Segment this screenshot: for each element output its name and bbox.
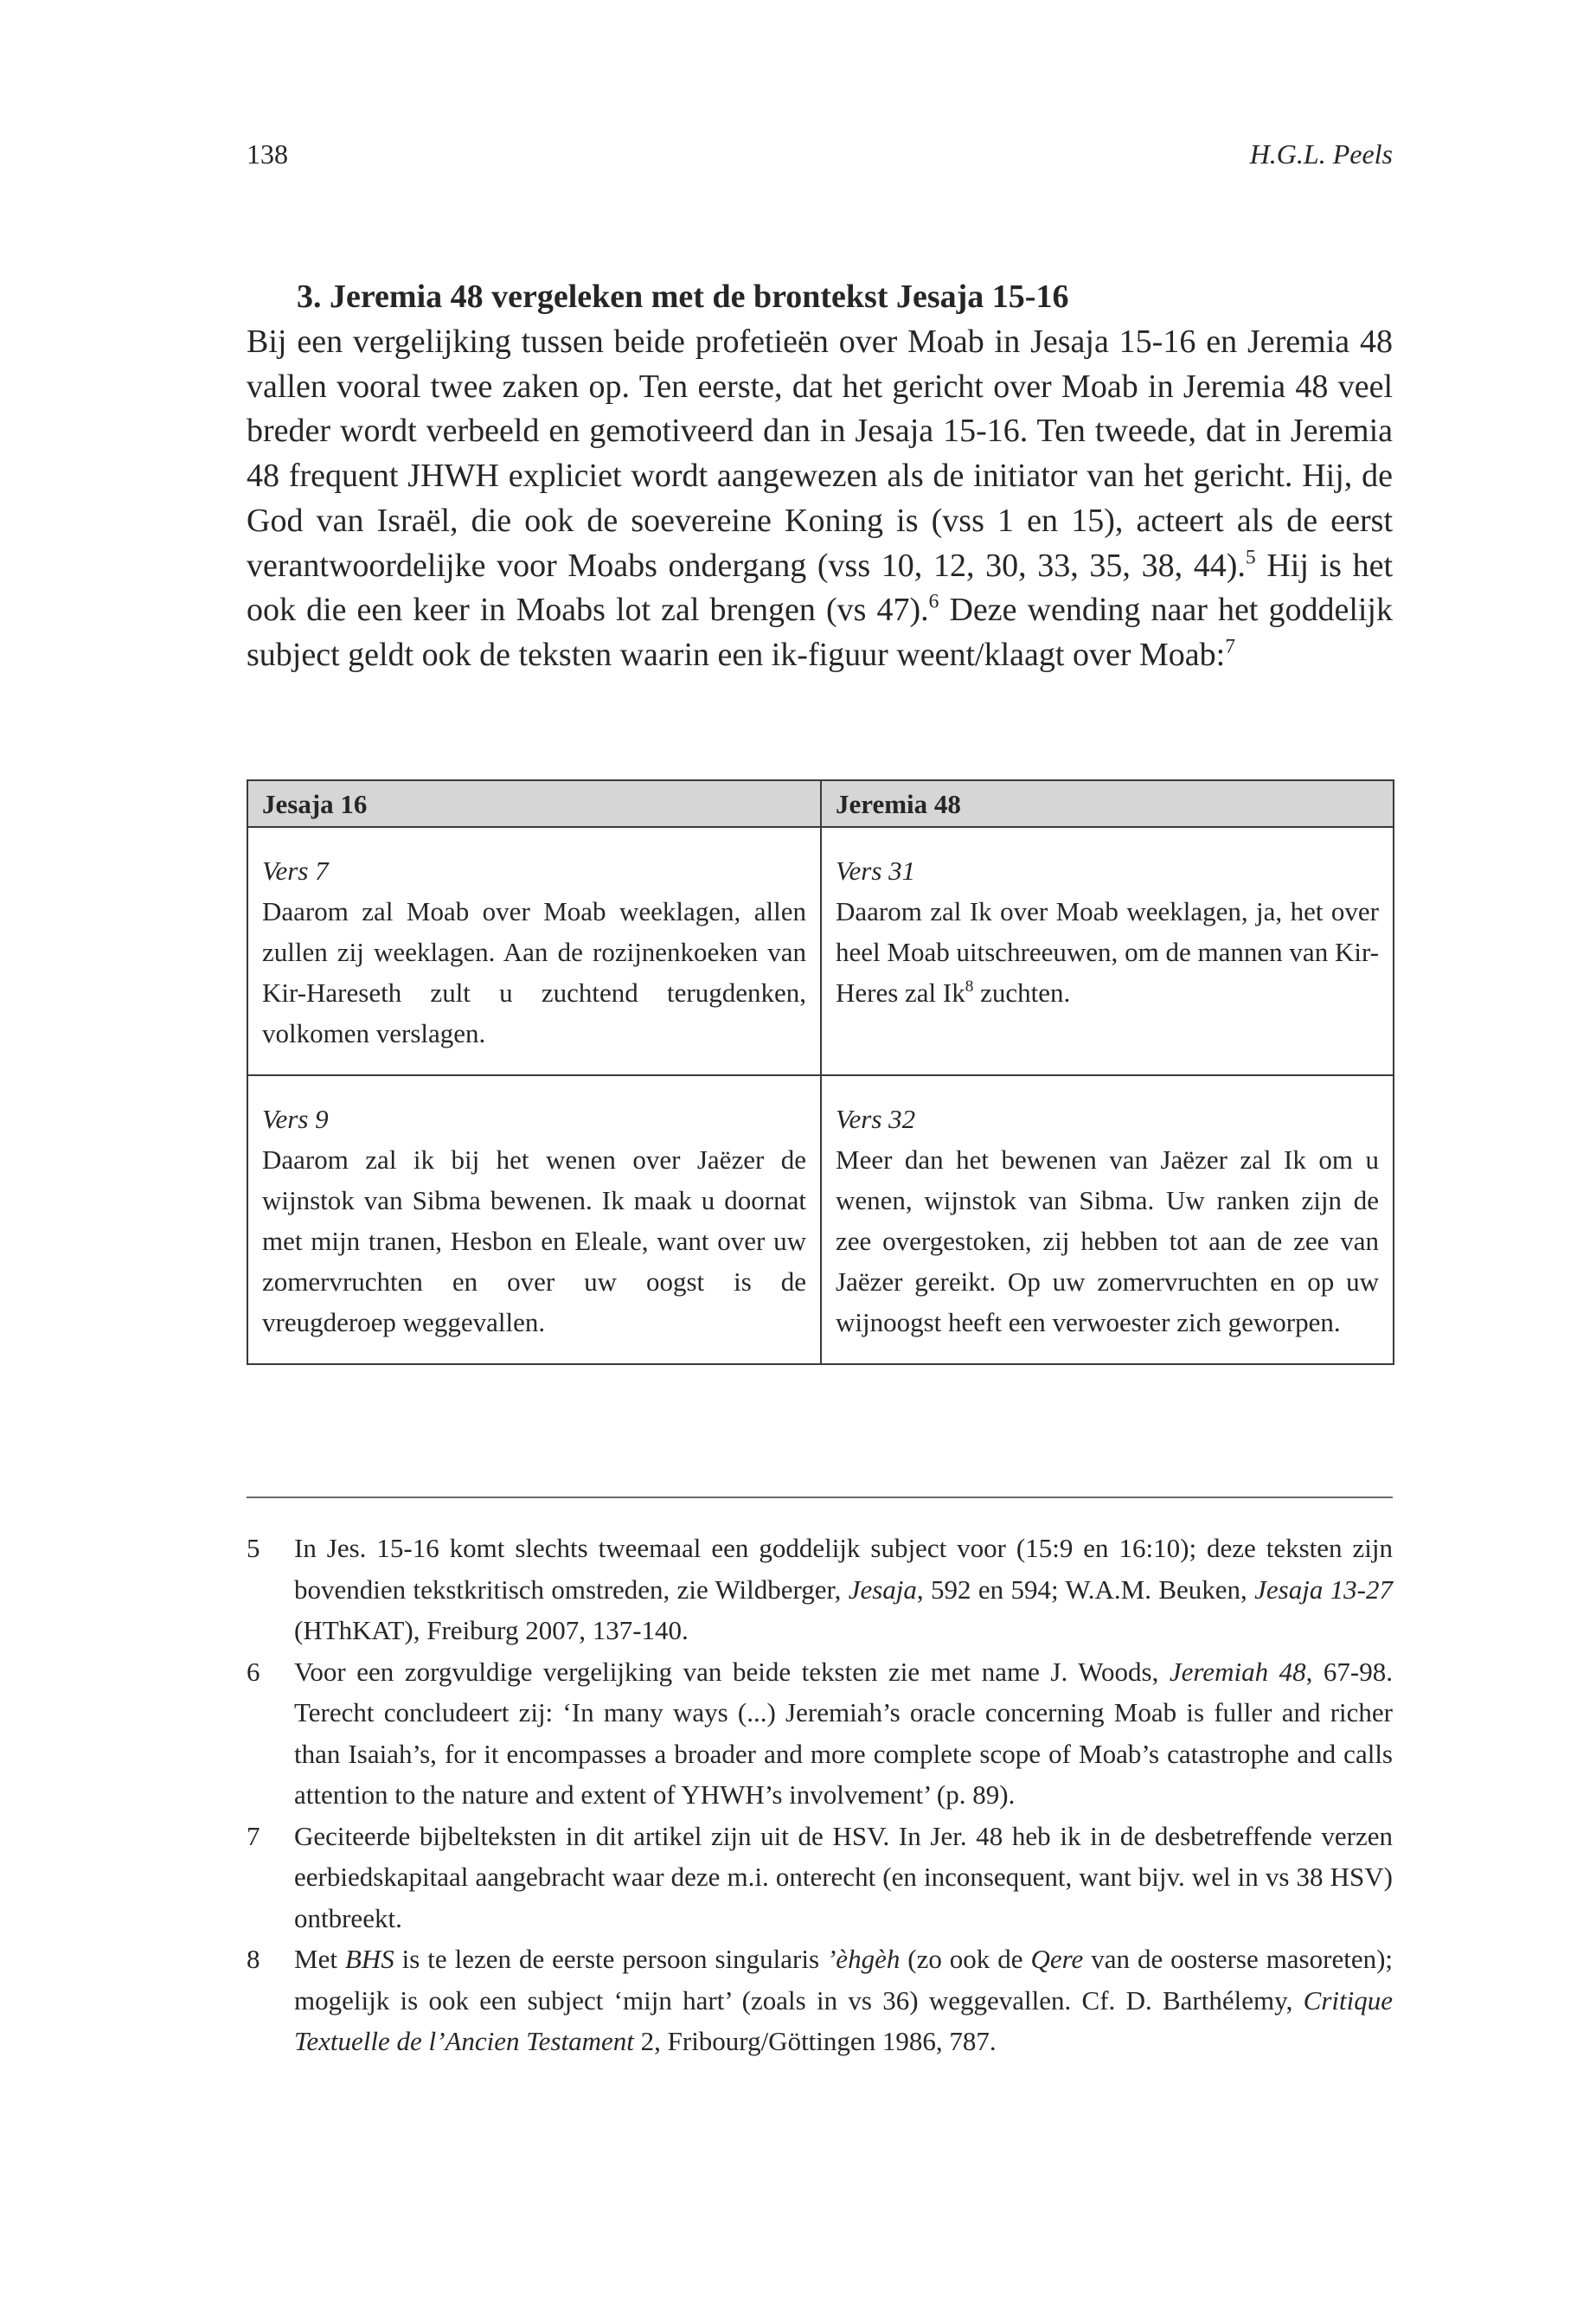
verse-text: Daarom zal ik bij het wenen over Jaëzer de wijnstok van Sibma bewenen. Ik maak u doornat met mijn tranen, Hesbon en Eleale, want over uw zomervruchten en over uw oogst is de vreugderoep weggevallen. xyxy=(262,1144,806,1337)
footnote-text-part: , 67-98. Terecht concludeert zij: ‘In many ways (...) Jeremiah’s oracle concerning Moab is fuller and richer than Isaiah’s, for it encompasses a broader and more complete scope of Moab’s catastrophe and calls attention to the nature and extent of YHWH’s involvement’ (p. 89). xyxy=(294,1656,1393,1810)
footnote-text-part: van de oosterse masoreten); mogelijk is ook een subject ‘mijn hart’ (zoals in vs 36) weggevallen. Cf. D. Barthélemy, xyxy=(294,1944,1394,2016)
body-paragraph xyxy=(247,320,1393,678)
footnote-number: 6 xyxy=(247,1656,260,1687)
footnote-title: Jesaja xyxy=(848,1574,917,1605)
footnote-text-part: 2, Fribourg/Göttingen 1986, 787. xyxy=(633,2026,997,2056)
footnote-ref-8[interactable]: 8 xyxy=(965,977,974,997)
footnote-8 xyxy=(247,1939,1393,2062)
table-row xyxy=(247,1075,1394,1364)
footnote-text xyxy=(294,1651,1393,1816)
verse-text: Meer dan het bewenen van Jaëzer zal Ik om u wenen, wijnstok van Sibma. Uw ranken zijn de zee overgestoken, zij hebben tot aan de zee van Jaëzer gereikt. Op uw zomervruchten en op uw wijnoogst heeft een verwoester zich geworpen. xyxy=(836,1144,1379,1337)
page-number: 138 xyxy=(247,138,288,170)
footnote-text-part: is te lezen de eerste persoon singularis xyxy=(394,1944,827,1974)
table-cell-jeremia xyxy=(821,1075,1394,1364)
table-cell-jeremia xyxy=(821,827,1394,1075)
footnote-text-part: In Jes. 15-16 komt slechts tweemaal een goddelijk subject voor (15:9 en 16:10); deze teksten zijn bovendien tekstkritisch omstreden, zie Wildberger, xyxy=(294,1533,1393,1605)
footnote-term: ’èhgèh xyxy=(826,1944,901,1974)
table-cell-jesaja xyxy=(247,827,821,1075)
section-3 xyxy=(247,275,1393,678)
footnote-term: Qere xyxy=(1030,1944,1084,1974)
paragraph-part-3: Deze wending naar het goddelijk subject geldt ook de teksten waarin een ik-figuur weent/klaagt over Moab: xyxy=(247,592,1393,673)
footnote-text-part: (zo ook de xyxy=(900,1944,1031,1974)
table-header-row xyxy=(247,780,1394,827)
running-author: H.G.L. Peels xyxy=(1249,138,1393,170)
footnote-text: Geciteerde bijbelteksten in dit artikel zijn uit de HSV. In Jer. 48 heb ik in de desbetreffende verzen eerbiedskapitaal aangebracht waar deze m.i. onterecht (en inconsequent, want bijv. wel in vs 38 HSV) ontbreekt. xyxy=(294,1820,1393,1933)
footnote-title: BHS xyxy=(344,1944,394,1974)
footnote-text-part: , 592 en 594; W.A.M. Beuken, xyxy=(916,1574,1255,1605)
paragraph-part-1: Bij een vergelijking tussen beide profetieën over Moab in Jesaja 15-16 en Jeremia 48 vallen vooral twee zaken op. Ten eerste, dat het gericht over Moab in Jeremia 48 veel breder wordt verbeeld en gemotiveerd dan in Jesaja 15-16. Ten tweede, dat in Jeremia 48 frequent JHWH expliciet wordt aangewezen als de initiator van het gericht. Hij, de God van Israël, die ook de soevereine Koning is (vss 1 en 15), acteert als de eerst verantwoordelijke voor Moabs ondergang (vss 10, 12, 30, 33, 35, 38, 44). xyxy=(247,324,1393,584)
verse-label: Vers 31 xyxy=(836,856,916,886)
verse-label: Vers 9 xyxy=(262,1104,329,1134)
paragraph-part-2: Hij is het ook die een keer in Moabs lot zal brengen (vs 47). xyxy=(247,547,1393,629)
footnote-text-part: Voor een zorgvuldige vergelijking van beide teksten zie met name J. Woods, xyxy=(294,1656,1170,1687)
footnote-5 xyxy=(247,1528,1393,1651)
footnote-title: Jesaja 13-27 xyxy=(1254,1574,1393,1605)
footnote-text-part: Met xyxy=(294,1944,345,1974)
table-cell-jesaja xyxy=(247,1075,821,1364)
footnote-text-part: (HThKAT), Freiburg 2007, 137-140. xyxy=(294,1615,689,1645)
footnote-number: 7 xyxy=(247,1820,260,1851)
verse-label: Vers 7 xyxy=(262,856,329,886)
footnote-ref-6[interactable]: 6 xyxy=(928,590,939,613)
verse-text: Daarom zal Moab over Moab weeklagen, allen zullen zij weeklagen. Aan de rozijnenkoeken van Kir-Hareseth zult u zuchtend terugdenken, volkomen verslagen. xyxy=(262,896,806,1048)
verse-text-part-2: zuchten. xyxy=(973,977,1071,1008)
footnote-separator xyxy=(247,1497,1393,1498)
footnote-text xyxy=(294,1939,1393,2062)
footnote-6 xyxy=(247,1651,1393,1816)
footnote-title: Critique Textuelle de l’Ancien Testament xyxy=(294,1984,1393,2056)
column-header-jeremia: Jeremia 48 xyxy=(821,780,1394,827)
footnotes xyxy=(247,1528,1393,2062)
comparison-table xyxy=(247,779,1394,1365)
section-title: 3. Jeremia 48 vergeleken met de brontekst Jesaja 15-16 xyxy=(297,279,1069,315)
footnote-text xyxy=(294,1528,1393,1651)
footnote-number: 8 xyxy=(247,1944,260,1974)
column-header-jesaja: Jesaja 16 xyxy=(247,780,821,827)
footnote-7 xyxy=(247,1816,1393,1939)
verse-text xyxy=(836,891,1379,1013)
footnote-title: Jeremiah 48 xyxy=(1169,1656,1306,1687)
footnote-number: 5 xyxy=(247,1533,260,1563)
footnote-ref-7[interactable]: 7 xyxy=(1225,635,1235,658)
running-header xyxy=(247,137,1393,171)
table-row xyxy=(247,827,1394,1075)
verse-text-part-1: Daarom zal Ik over Moab weeklagen, ja, het over heel Moab uitschreeuwen, om de mannen van Kir-Heres zal Ik xyxy=(836,896,1379,1008)
verse-label: Vers 32 xyxy=(836,1104,916,1134)
footnote-ref-5[interactable]: 5 xyxy=(1245,545,1256,568)
